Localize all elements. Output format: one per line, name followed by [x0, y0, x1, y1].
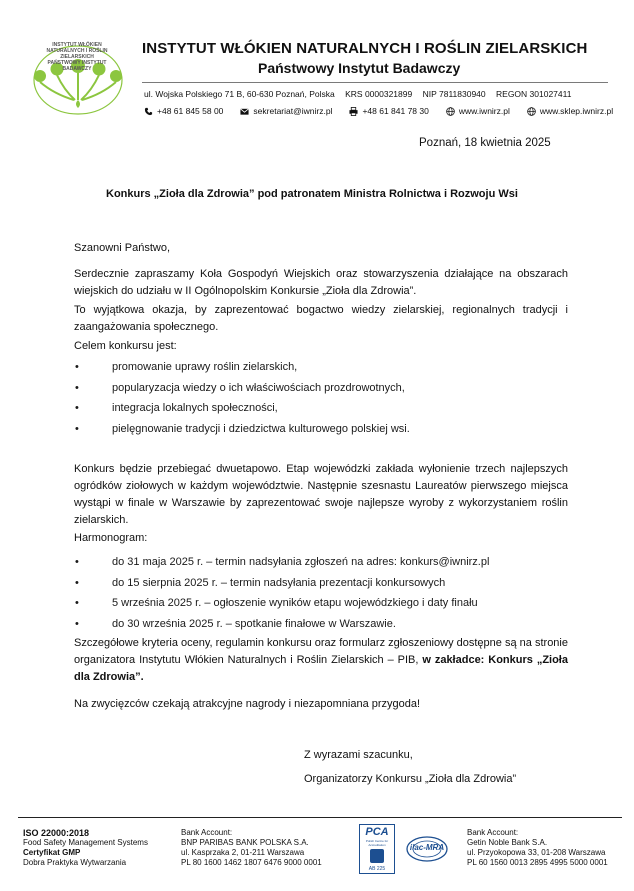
criteria-tab-link: w zakładce: Konkurs „Zioła dla Zdrowia”.	[74, 654, 568, 683]
iso-description: Food Safety Management Systems	[23, 838, 148, 847]
intro-paragraph-1: Serdecznie zapraszamy Koła Gospodyń Wiejskich oraz stowarzyszenia działające na obszarach wiejskich do udziału w II Ogólnopolskim Konkursie „Zioła dla Zdrowia”.	[74, 268, 568, 297]
bank-account-number: PL 80 1600 1462 1807 6476 9000 0001	[181, 858, 322, 867]
website-contact[interactable]	[446, 106, 510, 116]
address-line	[144, 89, 579, 99]
pca-label: PCA	[365, 826, 389, 838]
ilac-mra-logo	[405, 834, 449, 864]
pca-accreditation-badge	[359, 824, 395, 874]
logo-text: INSTYTUT WŁÓKIEN NATURALNYCH I ROŚLIN ZIELARSKICH PAŃSTWOWY INSTYTUT BADAWCZY	[46, 42, 108, 72]
signature: Organizatorzy Konkursu „Zioła dla Zdrowia”	[304, 773, 517, 785]
shop-contact[interactable]	[527, 106, 613, 116]
bank-name: BNP PARIBAS BANK POLSKA S.A.	[181, 838, 309, 847]
bank-label: Bank Account:	[181, 828, 233, 837]
list-item: • do 31 maja 2025 r. – termin nadsyłania zgłoszeń na adres: konkurs@iwnirz.pl	[74, 554, 568, 575]
shop-link[interactable]: www.sklep.iwnirz.pl	[539, 106, 614, 116]
email-contact[interactable]	[240, 106, 332, 116]
schedule-heading: Harmonogram:	[74, 532, 148, 544]
institute-logo	[24, 38, 132, 118]
bank-account-2	[467, 828, 608, 868]
list-item: • 5 września 2025 r. – ogłoszenie wyników etapu wojewódzkiego i daty finału	[74, 595, 568, 616]
globe-icon	[527, 107, 536, 116]
criteria-paragraph	[74, 635, 568, 686]
phone-icon	[144, 107, 153, 116]
regon-number: REGON 301027411	[496, 89, 572, 99]
header-divider	[142, 82, 608, 83]
contact-line	[144, 106, 630, 116]
email-address[interactable]: sekretariat@iwnirz.pl	[253, 106, 333, 116]
nip-number: NIP 7811830940	[422, 89, 486, 99]
pca-seal-icon	[370, 849, 384, 863]
fax-icon	[349, 107, 358, 116]
bank-name: Getin Noble Bank S.A.	[467, 838, 548, 847]
list-item: • do 15 sierpnia 2025 r. – termin nadsyłania prezentacji konkursowych	[74, 575, 568, 596]
prizes-text: Na zwycięzców czekają atrakcyjne nagrody i niezapomniana przygoda!	[74, 698, 421, 710]
goals-list	[74, 359, 568, 441]
greeting: Szanowni Państwo,	[74, 242, 170, 254]
footer-divider	[18, 817, 622, 818]
krs-number: KRS 0000321899	[345, 89, 413, 99]
bank-label: Bank Account:	[467, 828, 519, 837]
schedule-list	[74, 554, 568, 636]
closing: Z wyrazami szacunku,	[304, 749, 413, 761]
goals-heading: Celem konkursu jest:	[74, 340, 177, 352]
list-item: • popularyzacja wiedzy o ich właściwościach prozdrowotnych,	[74, 380, 568, 401]
bank-account-1	[181, 828, 322, 868]
list-item: • do 30 września 2025 r. – spotkanie finałowe w Warszawie.	[74, 616, 568, 637]
fax-contact	[349, 106, 428, 116]
criteria-text: Szczegółowe kryteria oceny, regulamin konkursu oraz formularz zgłoszeniowy dostępne są na stronie organizatora Instytutu Włókien Naturalnych i Roślin Zielarskich – PIB,	[74, 637, 568, 666]
list-item: • pielęgnowanie tradycji i dziedzictwa kulturowego polskiej wsi.	[74, 421, 568, 442]
address: ul. Wojska Polskiego 71 B, 60-630 Poznań, Polska	[144, 89, 335, 99]
bank-address: ul. Przyokopowa 33, 01-208 Warszawa	[467, 848, 606, 857]
certifications	[23, 828, 148, 868]
gmp-description: Dobra Praktyka Wytwarzania	[23, 858, 127, 867]
list-item: • integracja lokalnych społeczności,	[74, 400, 568, 421]
envelope-icon	[240, 107, 249, 116]
letter-title: Konkurs „Zioła dla Zdrowia” pod patronatem Ministra Rolnictwa i Rozwoju Wsi	[106, 188, 518, 200]
pca-number: AB 225	[368, 866, 386, 872]
ilac-label: ilac-MRA	[409, 843, 445, 852]
institute-name: INSTYTUT WŁÓKIEN NATURALNYCH I ROŚLIN ZIELARSKICH	[142, 40, 588, 57]
bank-account-number: PL 60 1560 0013 2895 4995 5000 0001	[467, 858, 608, 867]
globe-icon	[446, 107, 455, 116]
intro-paragraph-2: To wyjątkowa okazja, by zaprezentować bogactwo wiedzy zielarskiej, regionalnych tradycji i zaangażowania społecznego.	[74, 304, 568, 333]
phone-number: +48 61 845 58 00	[157, 106, 224, 116]
bank-address: ul. Kasprzaka 2, 01-211 Warszawa	[181, 848, 305, 857]
phone-contact	[144, 106, 223, 116]
stages-paragraph: Konkurs będzie przebiegać dwuetapowo. Etap wojewódzki zakłada wyłonienie trzech najlepszych ogródków ziołowych w każdym województwie. Następnie szesnastu Laureatów pierwszego miejsca wystąpi w finale w Warszawie by zaprezentować swoje najlepsze wyroby z wykorzystaniem roślin zielarskich.	[74, 463, 568, 526]
institute-subtitle: Państwowy Instytut Badawczy	[258, 60, 461, 76]
letter-date: Poznań, 18 kwietnia 2025	[419, 137, 551, 149]
iso-title: ISO 22000:2018	[23, 828, 90, 838]
fax-number: +48 61 841 78 30	[362, 106, 429, 116]
list-item: • promowanie uprawy roślin zielarskich,	[74, 359, 568, 380]
pca-description: Polish Centre for Accreditation	[365, 839, 389, 847]
gmp-title: Certyfikat GMP	[23, 848, 81, 857]
website-link[interactable]: www.iwnirz.pl	[458, 106, 510, 116]
